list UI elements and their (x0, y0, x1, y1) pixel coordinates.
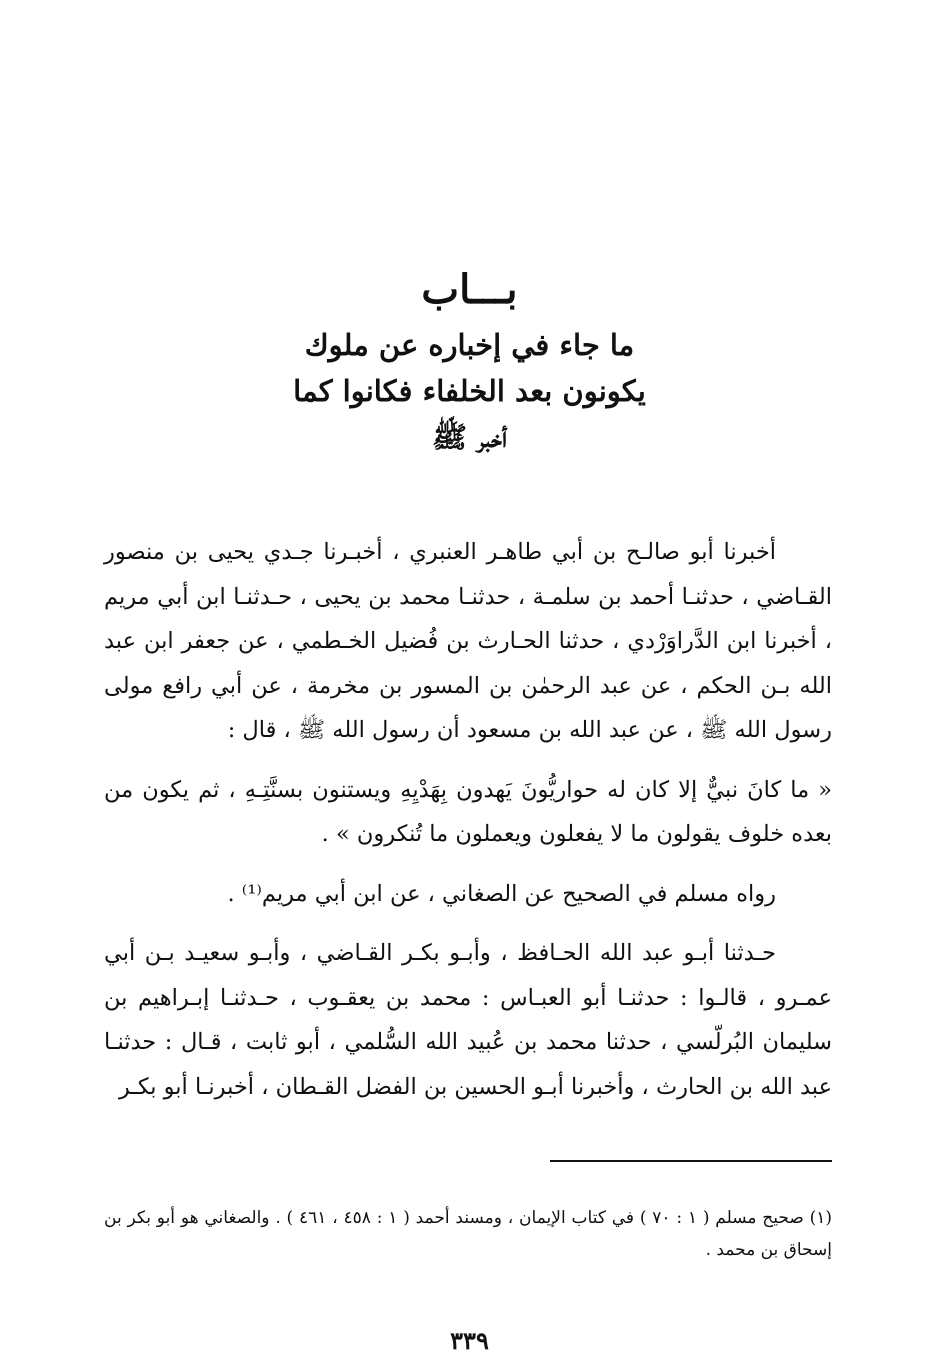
hadith-paragraph: « ما كانَ نبيٌّ إلا كان له حواريُّونَ يَهدون بِهَدْيِهِ ويستنون بسنَّتِـهِ ، ثم يكون من بعده خلوف يقولون ما لا يفعلون ويعملون ما تُنكرون » . (104, 776, 832, 847)
isnad-paragraph: أخبرنا أبو صالـح بن أبي طاهـر العنبري ، أخبـرنا جـدي يحيى بن منصور القـاضي ، حدثنـا أحمد بن سلمـة ، حدثنـا محمد بن يحيى ، حـدثنـا ابن أبي مريم ، أخبرنا ابن الدَّراوَرْدي ، حدثنا الحـارث بن فُضيل الخـطمي ، عن جعفر ابن عبد الله بـن الحكم ، عن عبد الرحمٰن بن المسور بن مخرمة ، عن أبي رافع مولى رسول الله ﷺ ، عن عبد الله بن مسعود أن رسول الله ﷺ ، قال : (104, 539, 832, 743)
footnote (104, 1202, 832, 1266)
chapter-title-line: يكونون بعد الخلفاء فكانوا كما (293, 374, 646, 408)
chapter-word: بـــاب (421, 266, 518, 313)
riwaya-paragraph: رواه مسلم في الصحيح عن الصغاني ، عن ابن أبي مريم⁽¹⁾ . (227, 880, 776, 907)
page-number: ٣٣٩ (450, 1326, 489, 1355)
chapter-title-line: ما جاء في إخباره عن ملوك (304, 328, 635, 362)
chapter-title-line: أخبر ﷺ (432, 420, 507, 454)
footnote-text: (١) صحيح مسلم ( ١ : ٧٠ ) في كتاب الإيمان ، ومسند أحمد ( ١ : ٤٥٨ ، ٤٦١ ) . والصغاني هو أبو بكر بن إسحاق بن محمد . (104, 1208, 833, 1260)
main-text (104, 530, 832, 1124)
chapter-heading (0, 262, 939, 460)
chapter-title (0, 322, 939, 460)
footnote-divider (550, 1160, 832, 1162)
isnad-paragraph-2: حـدثنا أبـو عبد الله الحـافظ ، وأبـو بكـر القـاضي ، وأبـو سعيـد بـن أبي عمـرو ، قالـوا : حدثنـا أبو العبـاس : محمد بن يعقـوب ، حـدثنـا إبـراهيم بن سليمان البُرلّسي ، حدثنا محمد بن عُبيد الله السُّلمي ، أبو ثابت ، قـال : حدثنـا عبد الله بن الحارث ، وأخبرنا أبـو الحسين بن الفضل القـطان ، أخبرنـا أبو بكـر (104, 940, 832, 1100)
